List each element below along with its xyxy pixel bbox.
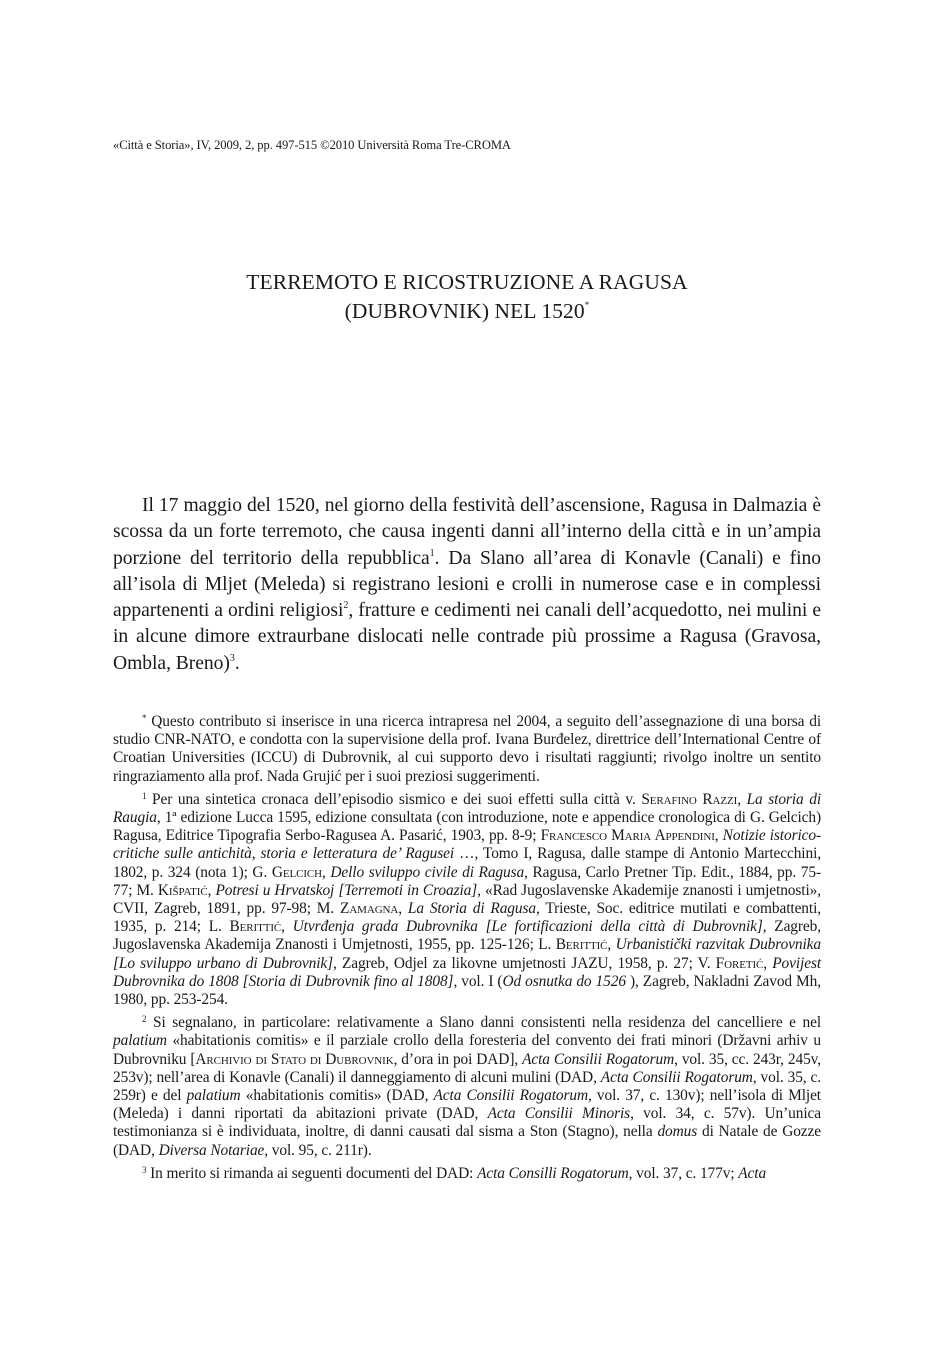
title-line-2-text: (DUBROVNIK) NEL 1520	[344, 299, 585, 323]
footnote-text: , vol. 34, c. 57v). Un’unica testimonianza si è individuata, inoltre, di danni causati dal sisma a Ston (Stagno), nella	[113, 1105, 821, 1141]
body-text-1: Il 17 maggio del 1520, nel giorno della festività dell’ascensione, Ragusa in Dalmazia è scossa da un forte terremoto, che causa ingenti danni all’interno della città e in un’ampia porzione del territorio della repubblica	[113, 495, 821, 569]
body-text-3: , fratture e cedimenti nei canali dell’acquedotto, nei mulini e in alcune dimore extraurbane dislocati nelle contrade più prossime a Ragusa (Gravosa, Ombla, Breno)	[113, 600, 821, 674]
footnote-text: ,	[321, 863, 331, 881]
body-text-2: . Da Slano all’area di Konavle (Canali) e fino all’isola di Mljet (Meleda) si registrano lesioni e crolli in numerose case e in complessi appartenenti a ordini religiosi	[113, 547, 821, 622]
footnote-text: , vol. 37, c. 177v;	[628, 1164, 739, 1182]
cited-title: Acta Consilli Rogatorum	[477, 1164, 629, 1182]
author-name: Berittić	[229, 918, 282, 936]
article-title	[113, 268, 821, 326]
cited-title: Dello sviluppo civile di Ragusa	[330, 863, 525, 881]
footnote-text: , Zagreb, Jugoslavenska Akademija Znanosti i Umjetnosti, 1955, pp. 125-126; L.	[113, 918, 821, 954]
footnote-text: ,	[607, 936, 616, 954]
archive-name: Archivio di Stato di Dubrovnik	[195, 1050, 394, 1068]
cited-title: Od osnutka do 1526	[502, 972, 626, 990]
footnote-text: , vol. 35, cc. 243r, 245v, 253v); nell’area di Konavle (Canali) il danneggiamento di alcuni mulini (DAD,	[113, 1050, 822, 1086]
footnote-ref-3: 3	[229, 652, 235, 664]
author-name: Serafino Razzi	[641, 790, 738, 808]
footnote-ref-2: 2	[343, 600, 349, 612]
footnote-text: , vol. 37, c. 130v); nell’isola di Mljet (Meleda) i danni riportati da abitazioni private (DAD,	[113, 1087, 821, 1123]
footnote-text: In merito si rimanda ai seguenti documenti del DAD:	[150, 1164, 478, 1182]
cited-title: Urbanistički razvitak Dubrovnika [Lo sviluppo urbano di Dubrovnik]	[113, 936, 821, 972]
footnote-2	[113, 1014, 821, 1160]
cited-title: Diversa Notariae	[158, 1141, 265, 1159]
footnote-text: ,	[763, 954, 773, 972]
footnote-text: ,	[398, 900, 408, 918]
footnote-3	[113, 1165, 821, 1183]
author-name: Foretić	[715, 954, 764, 972]
cited-title: Acta Consilii Rogatorum	[600, 1068, 753, 1086]
footnote-star	[113, 713, 821, 786]
cited-title: Acta Consilii Rogatorum	[433, 1087, 588, 1105]
footnote-text: , 1ª edizione Lucca 1595, edizione consultata (con introduzione, note e appendice cronologica di G. Gelcich) Ragusa, Editrice Tipografia Serbo-Ragusea A. Pasarić, 1903, pp. 8-9;	[113, 809, 821, 845]
cited-term: palatium	[113, 1032, 167, 1050]
title-footnote-mark: *	[584, 300, 590, 310]
cited-title: Notizie istorico-critiche sulle antichità, storia e letteratura de’ Ragusei	[113, 827, 821, 863]
cited-title: La storia di Raugia	[113, 790, 821, 827]
body-paragraph	[113, 493, 821, 677]
footnote-text: ), Zagreb, Nakladni Zavod Mh, 1980, pp. 253-254.	[113, 972, 821, 1009]
cited-title: Acta Consilii Minoris	[487, 1105, 631, 1123]
cited-title: Utvrđenja grada Dubrovnika [Le fortificazioni della città di Dubrovnik]	[292, 918, 763, 936]
cited-term: domus	[657, 1123, 698, 1141]
footnote-text: Si segnalano, in particolare: relativamente a Slano danni consistenti nella residenza del cancelliere e nel	[153, 1014, 821, 1032]
footnote-text: ,	[737, 790, 747, 808]
title-line-1: TERREMOTO E RICOSTRUZIONE A RAGUSA	[246, 270, 688, 294]
author-name: Francesco Maria Appendini	[540, 827, 715, 845]
footnote-ref-1: 1	[429, 547, 435, 559]
footnote-text: ,	[207, 881, 216, 899]
author-name: Gelcich	[271, 863, 322, 881]
footnote-mark: 3	[142, 1164, 147, 1175]
cited-title: Acta	[738, 1164, 767, 1182]
footnote-1	[113, 791, 821, 1009]
cited-term: palatium	[186, 1087, 241, 1105]
footnote-text: , Zagreb, Odjel za likovne umjetnosti JAZU, 1958, p. 27; V.	[333, 954, 716, 972]
footnote-text: di Natale de Gozze (DAD,	[113, 1123, 821, 1159]
footnote-text: Questo contributo si inserisce in una ricerca intrapresa nel 2004, a seguito dell’assegnazione di una borsa di studio CNR-NATO, e condotta con la supervisione della prof. Ivana Burđelez, direttrice dell’International Centre of Croatian Universities (ICCU) di Dubrovnik, al cui supporto devo i risultati raggiunti; rivolgo inoltre un sentito ringraziamento alla prof. Nada Grujić per i suoi preziosi suggerimenti.	[113, 713, 822, 785]
footnote-text: , Ragusa, Carlo Pretner Tip. Edit., 1884, pp. 75-77; M.	[113, 863, 821, 899]
footnote-text: , vol. I (	[453, 972, 503, 990]
footnote-text: «habitationis comitis» (DAD,	[240, 1087, 434, 1105]
footnote-text: …, Tomo I, Ragusa, dalle stampe di Antonio Martecchini, 1802, p. 324 (nota 1); G.	[113, 845, 821, 881]
cited-title: Potresi u Hrvatskoj [Terremoti in Croazia],	[215, 881, 481, 899]
author-name: Kišpatić	[157, 881, 208, 899]
footnote-text: , Trieste, Soc. editrice mutilati e combattenti, 1935, p. 214; L.	[113, 900, 821, 936]
author-name: Zamagna	[340, 900, 399, 918]
author-name: Berittić	[555, 936, 608, 954]
footnote-text: , d’ora in poi DAD],	[393, 1050, 523, 1068]
footnote-text: ,	[714, 827, 723, 845]
footnote-text: ,	[281, 918, 293, 936]
footnote-text: «Rad Jugoslavenske Akademije znanosti i umjetnosti», CVII, Zagreb, 1891, pp. 97-98; M.	[113, 881, 821, 918]
footnote-mark: 2	[142, 1014, 147, 1025]
footnote-text: , vol. 95, c. 211r).	[264, 1141, 372, 1159]
running-head: «Città e Storia», IV, 2009, 2, pp. 497-515 ©2010 Università Roma Tre-CROMA	[113, 138, 511, 152]
body-text-4: .	[234, 652, 240, 674]
cited-title: Povijest Dubrovnika do 1808 [Storia di Dubrovnik fino al 1808]	[113, 954, 822, 990]
cited-title: La Storia di Ragusa	[407, 900, 536, 918]
footnotes	[113, 713, 821, 1188]
footnote-mark: 1	[142, 790, 147, 801]
cited-title: Acta Consilii Rogatorum	[522, 1050, 675, 1068]
footnote-text: «habitationis comitis» e il parziale crollo della foresteria del convento dei frati minori (Državni arhiv u Dubrovniku [	[113, 1032, 821, 1068]
title-line-2	[113, 297, 821, 326]
footnote-text: , vol. 35, c. 259r) e del	[113, 1068, 821, 1105]
footnote-mark: *	[142, 713, 147, 723]
footnote-text: Per una sintetica cronaca dell’episodio sismico e dei suoi effetti sulla città v.	[152, 790, 642, 808]
